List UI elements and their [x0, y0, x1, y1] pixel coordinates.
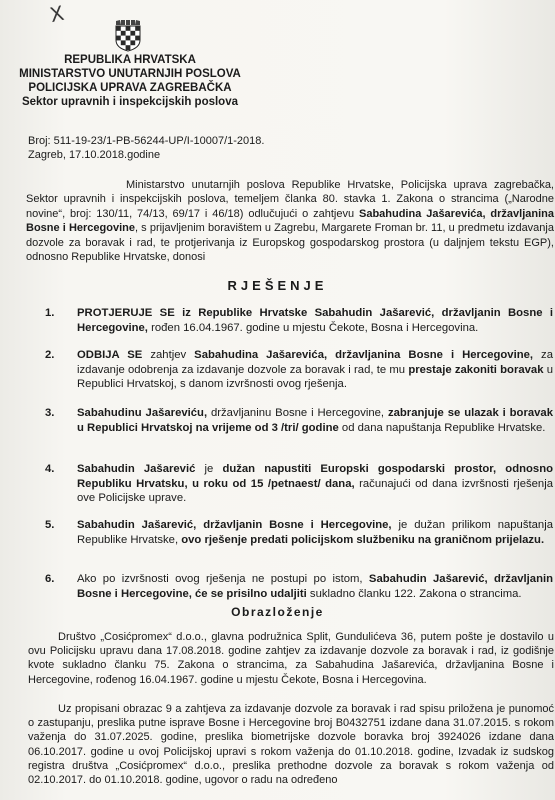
item-bold: zabranjuje se ulazak i boravak u Republici Hrvatskoj na vrijeme od 3 /tri/ godine — [77, 407, 553, 434]
issuer-header — [0, 53, 260, 109]
reasoning-title: Obrazloženje — [231, 605, 324, 619]
item-bold: ovo rješenje predati policijskom službeniku na graničnom prijelazu. — [181, 533, 545, 546]
header-country: REPUBLIKA HRVATSKA — [64, 54, 196, 66]
item-bold: Sabahudin Jašarević, državljanin Bosne i Hercegovine, — [77, 519, 392, 531]
reasoning-paragraph-1: Društvo „Cosićpromex“ d.o.o., glavna podružnica Split, Gundulićeva 36, putem pošte je dostavilo u ovu Policijsku upravu dana 17.08.2018. godine zahtjev za izdavanje dozvole za boravak i rad, iz godišnje kvote sukladno članku 75. Zakona o strancima, za Sabahudina Jašarevića, državljanina Bosne i Hercegovine, rođenog 16.04.1967. godine u mjestu Čekote, Bosna i Hercegovina. — [28, 631, 554, 686]
intro-applicant: Sabahudina Jašarevića, državljanina Bosne i Hercegovine — [26, 207, 554, 235]
item-text: državljaninu Bosne i Hercegovine, — [207, 407, 388, 419]
handwritten-mark: X — [47, 0, 67, 28]
decision-title: RJEŠENJE — [227, 278, 328, 293]
item-text: zahtjev — [142, 349, 195, 361]
item-number: 3. — [45, 407, 55, 419]
item-text: je dužan prilikom napuštanja Republike Hrvatske, — [77, 519, 553, 546]
header-ministry: MINISTARSTVO UNUTARNJIH POSLOVA — [19, 68, 241, 80]
item-text: od dana napuštanja Republike Hrvatske. — [338, 421, 546, 434]
item-number: 5. — [45, 519, 55, 531]
header-sector: Sektor upravnih i inspekcijskih poslova — [21, 96, 238, 108]
item-bold: Sabahudin Jašarević, državljanin Bosne i Hercegovine, će se prisilno udaljiti — [77, 573, 554, 600]
item-bold: ODBIJA SE — [77, 349, 143, 361]
item-text: sukladno članku 122. Zakona o strancima. — [306, 587, 522, 600]
item-text: za izdavanje odobrenja za izdavanje dozvole za boravak i rad, te mu — [77, 349, 553, 376]
item-number: 1. — [45, 307, 55, 319]
case-number: Broj: 511-19-23/1-PB-56244-UP/I-10007/1-2018. — [28, 135, 265, 147]
item-number: 2. — [45, 349, 55, 361]
intro-paragraph — [26, 178, 554, 264]
document-meta — [28, 134, 264, 162]
document-date: Zagreb, 17.10.2018.godine — [28, 149, 161, 161]
item-bold: PROTJERUJE SE iz Republike Hrvatske Sabahudin Jašarević, državljanin Bosne i Hercegovine, — [77, 307, 553, 334]
item-bold: Sabahudina Jašarevića, državljanina Bosne i Hercegovine, — [194, 349, 534, 361]
item-text: rođen 16.04.1967. godine u mjestu Čekote, Bosna i Hercegovina. — [147, 321, 479, 334]
item-bold: Sabahudin Jašarević — [77, 463, 196, 475]
item-number: 4. — [45, 463, 55, 475]
reasoning-paragraph-2: Uz propisani obrazac 9 a zahtjeva za izdavanje dozvole za boravak i rad spisu priložena je punomoć o zastupanju, preslika putne isprave Bosne i Hercegovine broj B0432751 izdane dana 31.07.2015. s rokom važenja do 31.07.2025. godine, preslika biometrijske dozvole boravka broj 3924026 izdane dana 06.10.2017. godine u ovoj Policijskoj upravi s rokom važenja do 01.10.2018. godine, Izvadak iz sudskog registra društva „Cosićpromex“ d.o.o., preslika prethodne dozvole za boravak s rokom važenja od 02.10.2017. do 01.10.2018. godine, ugovor o radu na određeno — [28, 703, 554, 787]
item-number: 6. — [45, 573, 55, 585]
item-text: računajući od dana izvršnosti rješenja ove Policijske uprave. — [77, 477, 553, 505]
item-bold: prestaje zakoniti boravak — [408, 363, 544, 376]
intro-text-2: , s prijavljenim boravištem u Zagrebu, Margarete Froman br. 11, u predmetu izdavanja dozvole za boravak i rad, te protjerivanja iz Europskog gospodarskog prostora (u daljnjem tekstu EGP), odnosno Republike Hrvatske, donosi — [26, 222, 554, 264]
croatian-coat-of-arms-icon — [115, 20, 141, 52]
intro-text-1: Ministarstvo unutarnjih poslova Republike Hrvatske, Policijska uprava zagrebačka, Sektor upravnih i inspekcijskih poslova, temeljem članka 80. stavka 1. Zakona o strancima („Narodne novine“, broj: 130/11, 74/13, 69/17 i 46/18) odlučujući o zahtjevu — [26, 179, 554, 220]
item-bold: dužan napustiti Europski gospodarski prostor, odnosno Republiku Hrvatsku, u roku od 15 /petnaest/ dana, — [77, 463, 553, 490]
header-police-administration: POLICIJSKA UPRAVA ZAGREBAČKA — [28, 82, 232, 94]
item-bold: Sabahudinu Jašareviću, — [77, 407, 208, 419]
item-text: u Republici Hrvatskoj, s danom izvršnosti ovog rješenja. — [77, 363, 553, 391]
item-text: Ako po izvršnosti ovog rješenja ne postupi po istom, — [77, 573, 369, 585]
item-text: je — [195, 463, 223, 475]
